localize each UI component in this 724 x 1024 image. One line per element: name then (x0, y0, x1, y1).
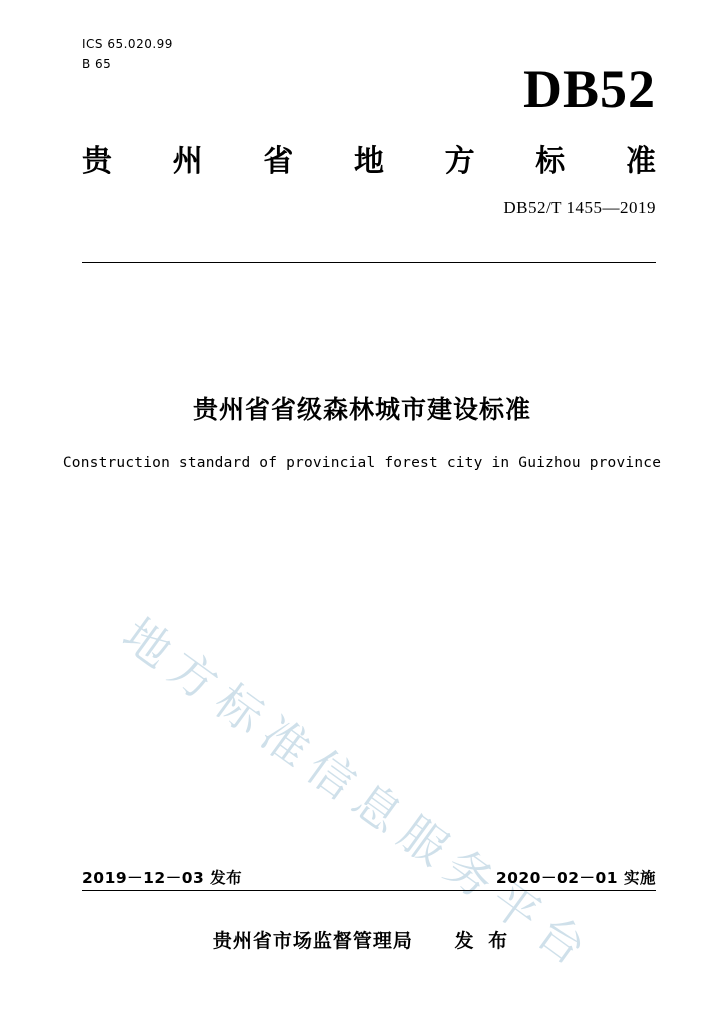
title-char-3: 地 (353, 144, 384, 179)
watermark-char-6: 服 (388, 805, 458, 877)
title-char-5: 标 (535, 144, 566, 179)
publisher-name: 贵州省市场监督管理局 (212, 930, 413, 952)
watermark-char-9: 台 (526, 904, 596, 976)
title-char-2: 省 (263, 144, 294, 179)
document-number: DB52/T 1455—2019 (503, 198, 656, 217)
document-title-chinese: 贵州省省级森林城市建设标准 (192, 395, 531, 424)
header-divider (82, 262, 656, 263)
ics-block (82, 34, 173, 74)
issuer-label: 发 布 (454, 930, 512, 952)
watermark-char-8: 平 (480, 871, 550, 943)
watermark-char-7: 务 (434, 838, 504, 910)
classification-code: B 65 (82, 57, 112, 71)
footer-divider (82, 890, 656, 891)
standard-type-title (82, 136, 656, 180)
watermark-char-5: 息 (342, 772, 412, 844)
watermark-char-2: 标 (204, 673, 274, 745)
publisher-row (0, 926, 724, 953)
document-title-english: Construction standard of provincial forest city in Guizhou province (62, 455, 662, 471)
title-char-0: 贵 (82, 144, 112, 179)
watermark-char-1: 方 (158, 640, 228, 712)
title-char-6: 准 (625, 144, 656, 179)
title-char-4: 方 (444, 144, 475, 179)
ics-number: ICS 65.020.99 (82, 37, 173, 51)
effective-date: 2020－02－01 实施 (495, 869, 656, 887)
issue-date: 2019－12－03 发布 (82, 869, 243, 887)
watermark-char-3: 准 (250, 706, 320, 778)
watermark-char-4: 信 (296, 739, 366, 811)
title-char-1: 州 (172, 144, 203, 179)
watermark-char-0: 地 (112, 607, 182, 679)
standard-code: DB52 (522, 59, 656, 119)
